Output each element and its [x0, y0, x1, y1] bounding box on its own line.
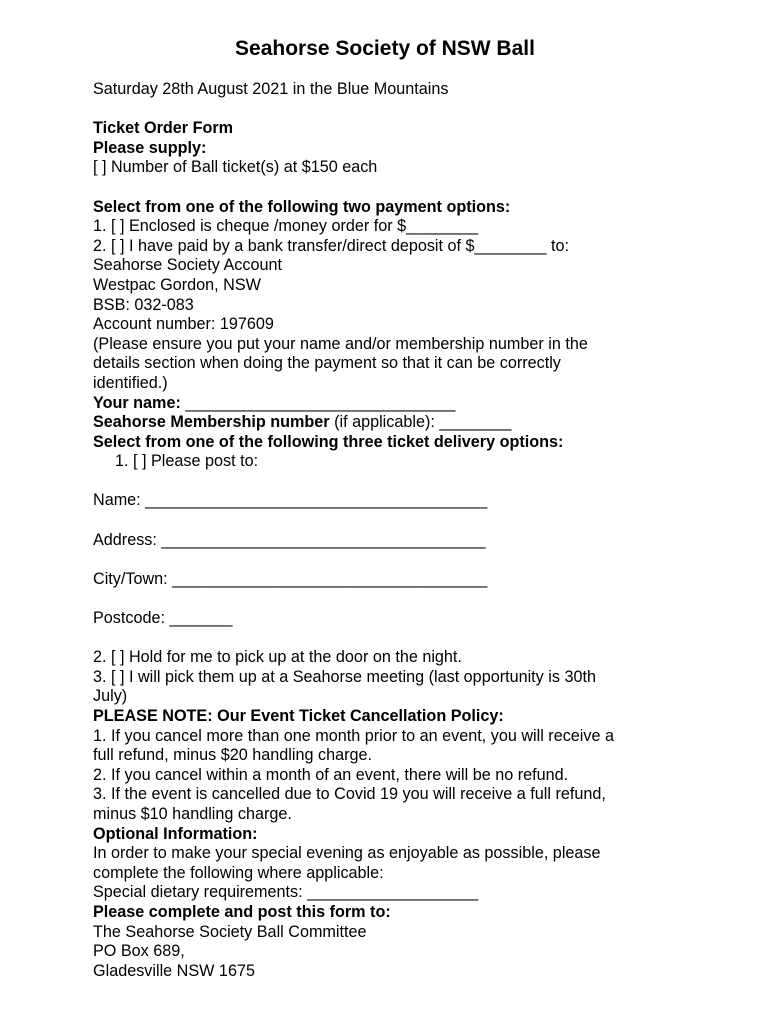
your-name-label: Your name:	[93, 393, 181, 412]
delivery-option-meeting: 3. [ ] I will pick them up at a Seahorse meeting (last opportunity is 30th	[93, 667, 596, 686]
policy-item: minus $10 handling charge.	[93, 804, 292, 823]
payment-note-line: (Please ensure you put your name and/or membership number in the	[93, 334, 588, 353]
payment-heading: Select from one of the following two payment options:	[93, 197, 511, 216]
delivery-option-door: 2. [ ] Hold for me to pick up at the door on the night.	[93, 648, 462, 667]
post-address-line: Gladesville NSW 1675	[93, 961, 255, 980]
membership-label: Seahorse Membership number	[93, 413, 330, 432]
post-city-field: City/Town: ___________________________________	[93, 569, 488, 588]
membership-field	[93, 413, 753, 433]
membership-blank: (if applicable): ________	[329, 413, 512, 432]
post-address-field: Address: ____________________________________	[93, 530, 486, 549]
dietary-field: Special dietary requirements: ___________________	[93, 883, 479, 902]
event-date-line: Saturday 28th August 2021 in the Blue Mountains	[93, 80, 449, 98]
delivery-option-meeting-cont: July)	[93, 687, 128, 706]
policy-heading: PLEASE NOTE: Our Event Ticket Cancellation Policy:	[93, 707, 504, 725]
your-name-blank: ______________________________	[180, 393, 456, 412]
supply-label: Please supply:	[93, 138, 207, 157]
optional-text: In order to make your special evening as enjoyable as possible, please	[93, 844, 601, 863]
payment-option-transfer: 2. [ ] I have paid by a bank transfer/direct deposit of $________ to:	[93, 236, 570, 255]
post-address-line: PO Box 689,	[93, 942, 185, 961]
account-name: Seahorse Society Account	[93, 256, 282, 275]
policy-item: 3. If the event is cancelled due to Covid 19 you will receive a full refund,	[93, 785, 606, 804]
delivery-option-post: 1. [ ] Please post to:	[115, 452, 259, 471]
payment-note-line: details section when doing the payment so that it can be correctly	[93, 354, 561, 373]
form-body	[93, 80, 753, 981]
tickets-quantity-line: [ ] Number of Ball ticket(s) at $150 each	[93, 158, 378, 177]
payment-option-cheque: 1. [ ] Enclosed is cheque /money order for $________	[93, 217, 479, 236]
account-number: Account number: 197609	[93, 315, 274, 334]
your-name-field	[93, 394, 753, 414]
payment-note-line: identified.)	[93, 373, 168, 392]
policy-item: full refund, minus $20 handling charge.	[93, 746, 372, 765]
delivery-heading: Select from one of the following three ticket delivery options:	[93, 432, 564, 451]
bank-branch: Westpac Gordon, NSW	[93, 275, 261, 294]
policy-item: 2. If you cancel within a month of an event, there will be no refund.	[93, 765, 569, 784]
page-title: Seahorse Society of NSW Ball	[235, 37, 535, 60]
policy-item: 1. If you cancel more than one month prior to an event, you will receive a	[93, 726, 614, 745]
post-name-field: Name: ______________________________________	[93, 491, 488, 510]
order-heading: Ticket Order Form	[93, 119, 234, 138]
optional-heading: Optional Information:	[93, 824, 258, 843]
post-heading: Please complete and post this form to:	[93, 902, 391, 921]
bsb-number: BSB: 032-083	[93, 295, 194, 314]
post-address-line: The Seahorse Society Ball Committee	[93, 922, 367, 941]
optional-text: complete the following where applicable:	[93, 863, 384, 882]
post-postcode-field: Postcode: _______	[93, 609, 233, 628]
